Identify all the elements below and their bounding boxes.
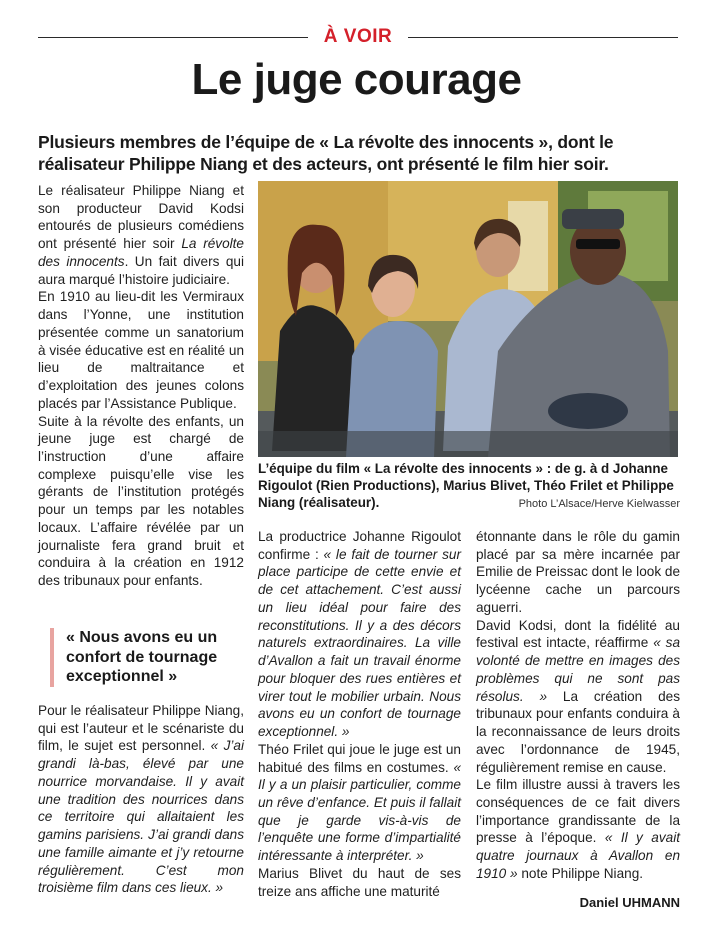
- divider-left: [38, 37, 308, 38]
- section-header: [38, 24, 678, 50]
- section-kicker: À VOIR: [323, 26, 393, 47]
- quote: « sa volonté de mettre en images des problèmes qui ne sont pas résolus. »: [476, 635, 681, 704]
- paragraph: [476, 776, 680, 882]
- paragraph: étonnante dans le rôle du gamin placé par sa mère incarnée par Emilie de Preissac dont le look de lycéenne cache un parcours aguerri.: [476, 529, 681, 615]
- text: Le film illustre aussi à travers les conséquences de ce fait divers l’importance grandissante de la presse à l’époque.: [476, 777, 680, 846]
- quote: « Il y avait quatre journaux à Avallon en 1910 »: [476, 830, 681, 881]
- photo-credit: Photo L’Alsace/Herve Kielwasser: [518, 498, 680, 510]
- text: Pour le réalisateur Philippe Niang, qui est l’auteur et le scénariste du film, le sujet est personnel.: [38, 703, 244, 754]
- pull-quote: « Nous avons eu un confort de tournage exceptionnel »: [50, 628, 240, 687]
- text: David Kodsi, dont la fidélité au festival est intacte, réaffirme: [476, 617, 680, 651]
- paragraph: [38, 702, 244, 897]
- paragraph: Suite à la révolte des enfants, un jeune juge est chargé de l’instruction d’une affaire complexe puisqu’elle vise les gérants de l’institution protégés pour un temps par les notables locaux. L’affaire révélée par un journaliste fera grand bruit et conduira à la création en 1912 des tribunaux pour enfants.: [38, 413, 244, 589]
- paragraph: [38, 182, 244, 288]
- text: Le réalisateur Philippe Niang et son producteur David Kodsi entourés de plusieurs comédiens ont présenté hier soir: [38, 183, 244, 252]
- article-headline: Le juge courage: [191, 55, 522, 104]
- paragraph: En 1910 au lieu-dit les Vermiraux dans l’Yonne, une institution présentée comme un sanatorium à visée éducative est en réalité un lieu de maltraitance et d’exploitation des jeunes colons placés par l’Assistance Publique.: [38, 289, 244, 411]
- column-1-top: [38, 182, 244, 590]
- quote: « le fait de tourner sur place participe de cette envie et de cet attachement. C’est aussi un lieu idéal pour faire des reconstitutions. Il y a des décors naturels extraordinaires. La ville d’Avallon a fait un travail énorme pour bloquer des rues entières et virer tout le mobilier urbain. Nous avons eu un confort de tournage exceptionnel. »: [258, 546, 461, 740]
- column-3: [476, 528, 680, 883]
- column-2: [258, 528, 461, 900]
- author-byline: Daniel UHMANN: [579, 895, 680, 910]
- photo-caption: L’équipe du film « La révolte des innocents » : de g. à d Johanne Rigoulot (Rien Productions), Marius Blivet, Théo Frilet et Philippe Niang (réalisateur).: [258, 461, 674, 511]
- text: La création des tribunaux pour enfants conduira à la reconnaissance de leurs droits avec l’ordonnance de 1945, régulièrement remise en cause.: [476, 688, 681, 775]
- paragraph: Marius Blivet du haut de ses treize ans affiche une maturité: [258, 865, 461, 899]
- article-photo: [258, 181, 678, 457]
- paragraph: [258, 528, 461, 741]
- paragraph: [476, 617, 680, 777]
- quote: « J’ai grandi là-bas, élevé par une nourrice morvandaise. Il y avait une tradition des nourrices dans ce territoire qui allaitaient les gamins parisiens. J’ai grandi dans une famille aimante et j’y retourne régulièrement. C’est mon troisième film dans ces lieux. »: [38, 738, 244, 896]
- column-1-bottom: [38, 702, 244, 897]
- divider-right: [408, 37, 678, 38]
- text: note Philippe Niang.: [517, 865, 644, 881]
- article-lead: Plusieurs membres de l’équipe de « La révolte des innocents », dont le réalisateur Philippe Niang et des acteurs, ont présenté le film hier soir.: [38, 132, 614, 175]
- film-title: La révolte des innocents: [38, 236, 244, 269]
- quote: « Il y a un plaisir particulier, comme un rêve d’enfance. Et puis il fallait que je garde vis-à-vis de l’enquête une forme d’impartialité intéressante à interpréter. »: [258, 759, 461, 864]
- text: La productrice Johanne Rigoulot confirme :: [258, 529, 461, 562]
- photo-illustration: [258, 181, 678, 457]
- paragraph: [258, 741, 461, 865]
- text: . Un fait divers qui aura marqué l’histoire judiciaire.: [38, 253, 245, 287]
- text: Théo Frilet qui joue le juge est un habitué des films en costumes.: [258, 741, 461, 775]
